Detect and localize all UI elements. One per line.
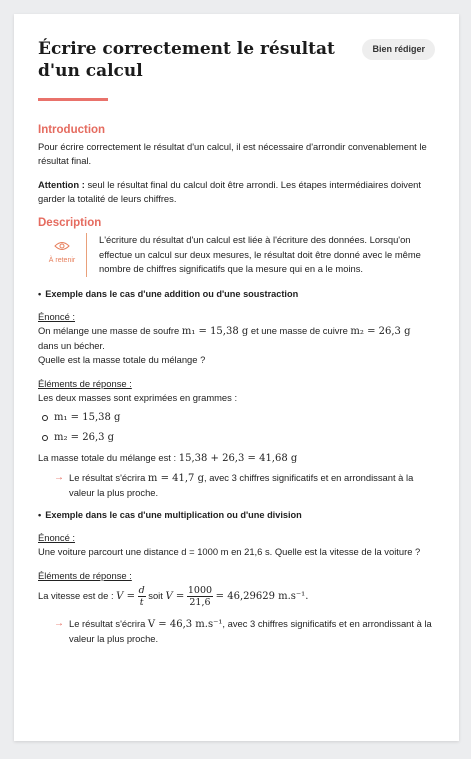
result-part: , avec 3 chiffres significatifs et en arrondissant à la valeur la plus proche. [69, 617, 432, 644]
example2-elements-label: Éléments de réponse : [38, 569, 132, 581]
retenir-box [38, 233, 435, 277]
list-item: m₁ = 15,38 g [54, 411, 435, 425]
retenir-marker [38, 233, 87, 277]
example2-enonce: Une voiture parcourt une distance d = 1000 m en 21,6 s. Quelle est la vitesse de la voiture ? [38, 545, 421, 557]
introduction-text: Pour écrire correctement le résultat d'un calcul, il est nécessaire d'arrondir convenablement le résultat final. [38, 141, 427, 166]
category-badge[interactable]: Bien rédiger [362, 39, 435, 60]
v-result: = 46,29629 m.s⁻¹. [215, 590, 309, 602]
fraction-d-over-t [138, 585, 146, 608]
list-item: m₂ = 26,3 g [54, 431, 435, 445]
retenir-text: L'écriture du résultat d'un calcul est liée à l'écriture des données. Lorsqu'on effectue un calcul sur deux mesures, le résultat doit être donné avec le même nombre de chiffres significatifs que la mesure qui en a le moins. [99, 234, 421, 274]
fraction-denominator: t [139, 596, 144, 608]
example2-result-text [69, 617, 435, 646]
result-part: , avec 3 chiffres significatifs et en arrondissant à la valeur la plus proche. [69, 471, 414, 498]
arrow-right-icon: → [54, 471, 64, 483]
vitesse-text: La vitesse est de : [38, 589, 117, 601]
fraction-numerator: d [138, 584, 145, 596]
m2-equation: m₂ = 26,3 g [350, 325, 411, 337]
total-line [38, 451, 435, 466]
v-equation: V = [165, 590, 185, 602]
enonce-part: et une masse de cuivre [248, 324, 351, 336]
m1-equation: m₁ = 15,38 g [181, 325, 249, 337]
example2-title: • Exemple dans le cas d'une multiplication ou d'une division [38, 508, 435, 522]
fraction-values [187, 585, 213, 608]
fraction-numerator: 1000 [187, 584, 213, 596]
title-underline [38, 98, 108, 101]
result-part: Le résultat s'écrira [69, 471, 148, 483]
result-equation: m = 41,7 g [147, 472, 204, 484]
example1-enonce [38, 324, 435, 339]
result-equation: V = 46,3 m.s⁻¹ [147, 618, 223, 630]
example1-enonce-label: Énoncé : [38, 310, 76, 322]
attention-label: Attention : [38, 179, 85, 190]
enonce-part: On mélange une masse de soufre [38, 324, 182, 336]
example1-title: • Exemple dans le cas d'une addition ou d'une soustraction [38, 287, 435, 301]
example2-result [38, 617, 435, 646]
enonce-continued: dans un bécher. [38, 339, 105, 351]
example1-result-text [69, 471, 435, 500]
description-heading: Description [38, 217, 102, 229]
total-equation: 15,38 + 26,3 = 41,68 g [178, 452, 298, 464]
arrow-right-icon: → [54, 617, 64, 629]
fraction-denominator: 21,6 [189, 596, 211, 608]
page-title: Écrire correctement le résultat d'un calcul [38, 39, 335, 81]
lesson-card [14, 14, 459, 741]
example1-elements-label: Éléments de réponse : [38, 377, 132, 389]
retenir-label: À retenir [48, 257, 76, 265]
example1-result [38, 471, 435, 500]
result-part: Le résultat s'écrira [69, 617, 148, 629]
attention-text: seul le résultat final du calcul doit être arrondi. Les étapes intermédiaires doivent garder la totalité de leurs chiffres. [38, 179, 421, 204]
vitesse-line [38, 585, 435, 608]
lesson-header [38, 38, 435, 82]
introduction-heading: Introduction [38, 124, 106, 136]
soit-text: soit [148, 589, 166, 601]
eye-icon [54, 241, 70, 251]
masses-list [38, 411, 435, 445]
masses-intro: Les deux masses sont exprimées en grammes : [38, 391, 238, 403]
attention-paragraph [38, 178, 435, 206]
total-text: La masse totale du mélange est : [38, 451, 179, 463]
example1-question: Quelle est la masse totale du mélange ? [38, 353, 206, 365]
example2-enonce-label: Énoncé : [38, 531, 76, 543]
v-equation: V = [116, 590, 135, 602]
